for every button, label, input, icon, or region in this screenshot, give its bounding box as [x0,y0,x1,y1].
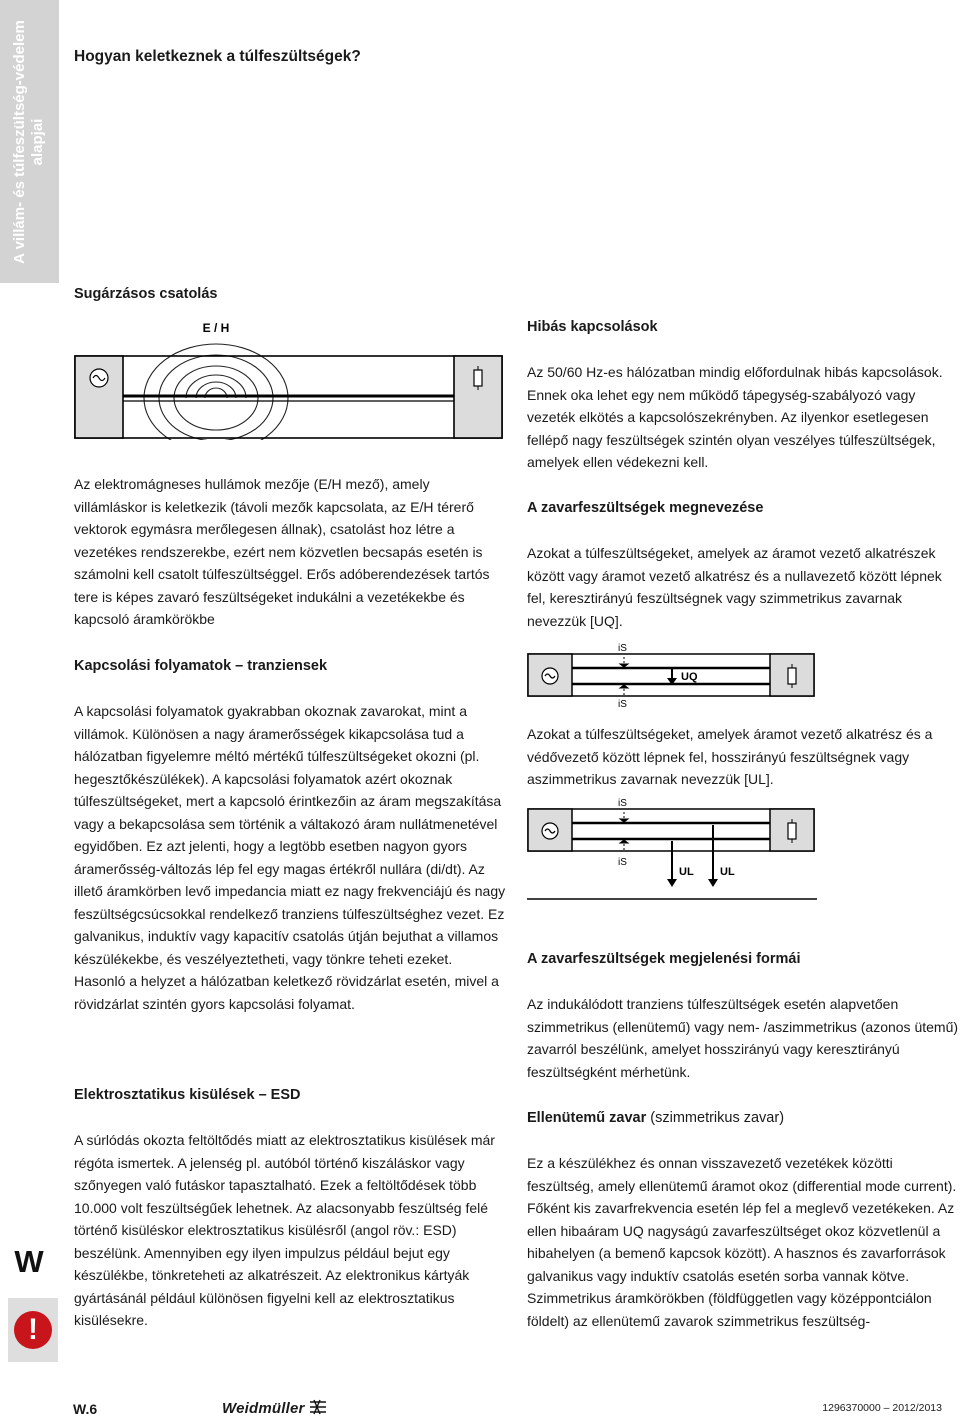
ac-source-icon [542,668,558,684]
current-label-top: iS [618,798,627,809]
weidmuller-logo-icon [308,1399,328,1415]
document-code: 1296370000 – 2012/2013 [822,1402,942,1414]
naming-text-2: Azokat a túlfeszültségeket, amelyek áramot vezető alkatrész és a védővezető között lépnek fel, hosszirányú feszültségnek vagy aszimmetrikus zavarnak nevezzük [UL]. [527,726,933,787]
faulty-heading: Hibás kapcsolások [527,319,658,335]
forms-heading: A zavarfeszültségek megjelenési formái [527,951,801,967]
current-label-top: iS [618,643,627,654]
ac-source-icon [90,369,108,387]
esd-heading: Elektrosztatikus kisülések – ESD [74,1087,301,1103]
eh-field-label: E / H [202,321,230,335]
counter-text: Ez a készülékhez és onnan visszavezető vezetékek közötti feszültség, amely ellenütemű áramot okoz (differential mode current). Főként kis zavarfrekvencia esetén lép fel a meglevő vezetékeken. Az ellen hibaáram UQ nagyságú zavarfeszültséget okoz közvetlenül a hibahelyen (a bemenő kapcsok között). A hasznos és zavarforrások galvanikus vagy induktív csatolás esetén sorba vannak kötve. Szimmetrikus áramkörökben (földfüggetlen vagy középpontciálon földelt) az ellenütemű zavarok szimmetrikus feszültség- [527,1155,957,1329]
faulty-text: Az 50/60 Hz-es hálózatban mindig előfordulnak hibás kapcsolások. Ennek oka lehet egy nem működő tápegység-szabályozó vagy vezeték elkötés a kapcsolószekrényben. Az ilyenkor esetlegesen fellépő nagy feszültségek szintén olyan veszélyes túlfeszültségek, amelyek ellen védekezni kell. [527,364,943,470]
voltage-arrow [667,669,677,685]
current-arrows [620,657,628,695]
fuse-icon [788,664,796,688]
voltage-label-uq: UQ [681,671,698,683]
naming-heading: A zavarfeszültségek megnevezése [527,500,764,516]
radiation-figure [74,312,504,440]
naming-text-1: Azokat a túlfeszültségeket, amelyek az áramot vezető alkatrészek között vagy áramot vezető alkatrész és a nullavezető között lépnek fel, keresztirányú feszültségnek vagy szimmetrikus zavarnak nevezzük [UQ]. [527,545,942,629]
field-waves [144,344,288,440]
source-block [75,356,123,438]
sidebar [0,0,59,1417]
fuse-icon [474,366,482,390]
page-number: W.6 [73,1401,98,1417]
current-arrows [620,812,628,850]
counter-heading [527,1108,784,1128]
current-label-bottom: iS [618,857,627,868]
radiation-text: Az elektromágneses hullámok mezője (E/H mező), amely villámláskor is keletkezik (távoli mezők kapcsolata, az E/H térerő vektorok egymásra merőlegesen állnak), csatolást hoz létre a vezetékes rendszerekbe, ezért nem közvetlen becsapás esetén is számolni kell csatolt túlfeszültséggel. Erős adóberendezések tartós tere is képes zavaró feszültségeket indukálni a vezetékekbe és kapcsoló áramkörökbe [74,476,490,627]
fuse-icon [788,819,796,843]
brand-logo: Weidmüller [222,1400,305,1417]
section-letter: W [14,1244,44,1279]
current-label-bottom: iS [618,699,627,710]
longitudinal-voltage-figure [527,795,817,910]
voltage-label-ul-1: UL [679,866,694,878]
switching-heading: Kapcsolási folyamatok – tranziensek [74,658,328,674]
ac-source-icon [542,823,558,839]
page-title: Hogyan keletkeznek a túlfeszültségek? [74,48,361,65]
warning-box [8,1298,58,1362]
voltage-arrow-1 [667,841,677,887]
voltage-arrow-2 [708,825,718,887]
transverse-voltage-figure [527,640,817,712]
sidebar-header [0,0,59,283]
esd-text: A súrlódás okozta feltöltődés miatt az elektrosztatikus kisülések már régóta ismertek. A jelenség pl. autóból történő kiszáláskor vagy szőnyegen való futáskor tapasztalható. Ezek a feltöltődések több 10.000 volt feszültségűek lehetnek. Az alacsonyabb feszültség felé történő kisüléskor elektrosztatikus kisülésről (angol röv.: ESD) beszélünk. Amennyiben egy ilyen impulzus például bejut egy készülékbe, tönkreteheti az alkatrészeit. Az elektronikus kártyák gyártásánál például különösen figyelni kell az elektrosztatikus kisülésekre. [74,1132,495,1328]
counter-heading-rest: (szimmetrikus zavar) [646,1110,785,1126]
switching-text: A kapcsolási folyamatok gyakrabban okoznak zavarokat, mint a villámok. Különösen a nagy áramerősségek kikapcsolása tud a hálózatban figyelemre méltó mértékű túlfeszültségeket okozni (pl. hegesztőkészülékek). A kapcsolási folyamatok azért okoznak túlfeszültségeket, mert a kapcsoló érintkezőin az áram megszakítása vagy a bekapcsolása sem történik a váltakozó áram nullátmenetével egyidőben. Ez azt jelenti, hogy a legtöbb esetben nagyon gyors áramerősség-változás lép fel egy magas értékről nullára (di/dt). Az illető áramkörben levő impedancia miatt ez nagy frekvenciájú és nagy feszültségcsúcsokkal rendelkező tranziens túlfeszültséghez vezet. Ez galvanikus, induktív vagy kapacitív csatolás útján bejuthat a villamos készülékekbe, és veszélyeztetheti, vagy tönkre teheti ezeket. Hasonló a helyzet a hálózatban keletkező rövidzárlat esetén, mivel a rövidzárlat szintén gyors kapcsolási folyamat. [74,703,506,1012]
counter-heading-bold: Ellenütemű zavar [527,1110,647,1126]
forms-text: Az indukálódott tranziens túlfeszültségek esetén alapvetően szimmetrikus (ellenütemű) vagy nem- /aszimmetrikus (azonos ütemű) zavarról beszélünk, amelyet hosszirányú vagy keresztirányú feszültségként mérhetünk. [527,996,959,1080]
sidebar-title: A villám- és túlfeszültség-védelem alapjai [11,20,46,264]
warning-icon: ! [14,1311,52,1349]
radiation-heading: Sugárzásos csatolás [74,286,218,302]
voltage-label-ul-2: UL [720,866,735,878]
